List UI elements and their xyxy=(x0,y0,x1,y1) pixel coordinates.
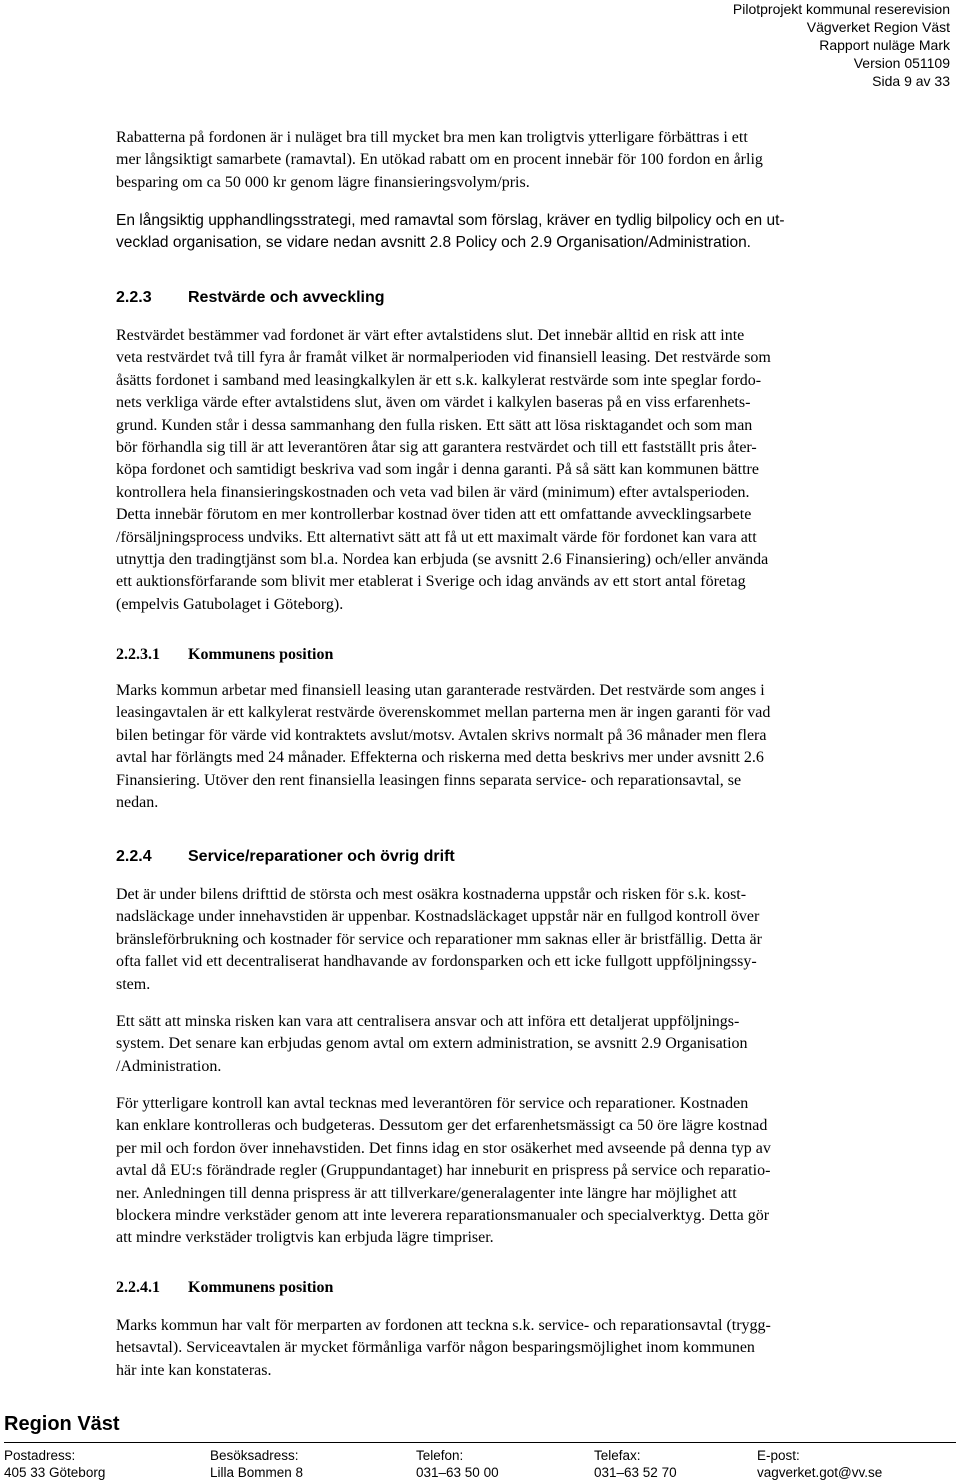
section-number: 2.2.3 xyxy=(116,289,152,306)
paragraph-kommunens-position-restvarde: Marks kommun arbetar med finansiell leasing utan garanterade restvärden. Det restvärde som anges i leasingavtalen är ett kalkylerat restvärde överenskommet mellan parterna men är ingen garanti för vad bilen betingar för värde vid kontraktets avslut/motsv. Avtalen skrivs normalt på 36 månader men flera avtal har förlängts med 24 månader. Effekterna och riskerna med detta beskrivs mer under avsnitt 2.6 Finansiering. Utöver den rent finansiella leasingen finns separata service- och reparationsavtal, se nedan. xyxy=(116,682,771,812)
footer-fax xyxy=(594,1447,677,1481)
section-heading-2-2-4 xyxy=(116,846,455,868)
paragraph-drift: Det är under bilens drifttid de största och mest osäkra kostnaderna uppstår och risken för s.k. kost- nadsläckage under innehavstiden är uppenbar. Kostnadsläckaget uppstår när en fullgod kontroll över bränsleförbrukning och kostnader för service och reparationer mm saknas eller är bristfällig. Detta är ofta fallet vid ett decentraliserat handhavande av fordonsparken och ett icke fullgott uppföljningssy- stem. xyxy=(116,886,762,993)
header-project: Pilotprojekt kommunal reserevision xyxy=(732,1,950,17)
section-title: Kommunens position xyxy=(188,1279,334,1296)
footer-brand: Region Väst xyxy=(4,1413,120,1435)
footer-label: E-post: xyxy=(757,1448,800,1463)
section-number: 2.2.3.1 xyxy=(116,646,160,663)
paragraph-rabatter: Rabatterna på fordonen är i nuläget bra till mycket bra men kan troligtvis ytterligare förbättras i ett mer långsiktigt samarbete (ramavtal). En utökad rabatt om en procent innebär för 100 fordon en årlig besparing om ca 50 000 kr genom lägre finansieringsvolym/pris. xyxy=(116,129,763,191)
footer-value: 031–63 50 00 xyxy=(416,1465,499,1480)
footer-phone xyxy=(416,1447,499,1481)
paragraph-ytterligare-kontroll: För ytterligare kontroll kan avtal tecknas med leverantören för service och reparationer. Kostnaden kan enklare kontrolleras och budgeteras. Dessutom ger det erfarenhetsmässigt ca 50 öre lägre kostnad per mil och fordon över innehavstiden. Det finns idag en stor osäkerhet med avseende på denna typ av avtal då EU:s förändrade regler (Gruppundantaget) har inneburit en prispress på service och reparatio- ner. Anledningen till denna prispress är att tillverkare/generalagenter inte längre har möjlighet att blockera mindre verkstäder genom att inte leverera reparationsmanualer och specialverktyg. Detta gör att mindre verkstäder troligtvis kan erbjuda lägre timpriser. xyxy=(116,1095,771,1247)
header-report: Rapport nuläge Mark xyxy=(819,37,950,53)
section-title: Kommunens position xyxy=(188,646,334,663)
section-heading-2-2-3 xyxy=(116,287,385,309)
paragraph-minska-risken: Ett sätt att minska risken kan vara att centralisera ansvar och att införa ett detaljerat uppföljnings- system. Det senare kan erbjudas genom avtal om extern administration, se avsnitt 2.9 Organisation /Administration. xyxy=(116,1013,748,1075)
section-title: Restvärde och avveckling xyxy=(188,289,385,306)
header-organization: Vägverket Region Väst xyxy=(806,19,950,35)
footer-label: Postadress: xyxy=(4,1448,76,1463)
footer-label: Telefon: xyxy=(416,1448,464,1463)
footer-postal-address xyxy=(4,1447,105,1481)
page-header xyxy=(733,0,950,90)
header-version: Version 051109 xyxy=(853,55,950,71)
header-page-number: Sida 9 av 33 xyxy=(872,73,950,89)
footer-visiting-address xyxy=(210,1447,303,1481)
section-heading-2-2-3-1 xyxy=(116,644,333,666)
paragraph-kommunens-position-service: Marks kommun har valt för merparten av fordonen att teckna s.k. service- och reparationsavtal (trygg- hetsavtal). Serviceavtalen är mycket förmånliga varför någon besparingsmöjlighet inom kommunen här inte kan konstateras. xyxy=(116,1317,771,1379)
footer-value: Lilla Bommen 8 xyxy=(210,1465,304,1480)
footer-email[interactable] xyxy=(757,1447,882,1481)
section-number: 2.2.4 xyxy=(116,848,152,865)
footer-email-link[interactable]: vagverket.got@vv.se xyxy=(757,1465,883,1480)
paragraph-upphandlingsstrategi: En långsiktig upphandlingsstrategi, med ramavtal som förslag, kräver en tydlig bilpolicy och en ut- vecklad organisation, se vidare nedan avsnitt 2.8 Policy och 2.9 Organisation/Administration. xyxy=(116,212,785,252)
section-title: Service/reparationer och övrig drift xyxy=(188,848,455,865)
section-heading-2-2-4-1 xyxy=(116,1277,333,1299)
paragraph-restvarde: Restvärdet bestämmer vad fordonet är värt efter avtalstidens slut. Det innebär alltid en risk att inte veta restvärdet två till fyra år framåt vilket är normalperioden vid finansiell leasing. Det restvärde som åsätts fordonet i samband med leasingkalkylen är ett s.k. kalkylerat restvärde som inte speglar fordo- nets verkliga värde efter avtalstidens slut, även om värdet i kalkylen baseras på en viss erfarenhets- grund. Kunden står i dessa sammanhang den fulla risken. Ett sätt att lösa risktagandet och som man bör förhandla sig till är att leverantören åtar sig att garantera restvärdet och till ett fastställt pris åter- köpa fordonet och samtidigt beskriva vad som ingår i denna garanti. På så sätt kan kommunen bättre kontrollera hela finansieringskostnaden och veta vad bilen är värd (minimum) efter avtalsperioden. Detta innebär förutom en mer kontrollerbar kostnad över tiden att ett omfattande avvecklingsarbete /försäljningsprocess undviks. Ett alternativt sätt att få ut ett maximalt värde för fordonet kan vara att utnyttja den tradingtjänst som bl.a. Nordea kan erbjuda (se avsnitt 2.6 Finansiering) och/eller använda ett auktionsförfarande som blivit mer etablerat i Sverige och idag används av ett stort antal företag (empelvis Gatubolaget i Göteborg). xyxy=(116,327,771,613)
footer-label: Telefax: xyxy=(594,1448,641,1463)
footer-value: 405 33 Göteborg xyxy=(4,1465,106,1480)
footer-label: Besöksadress: xyxy=(210,1448,299,1463)
footer-divider xyxy=(4,1442,956,1443)
footer-value: 031–63 52 70 xyxy=(594,1465,677,1480)
section-number: 2.2.4.1 xyxy=(116,1279,160,1296)
